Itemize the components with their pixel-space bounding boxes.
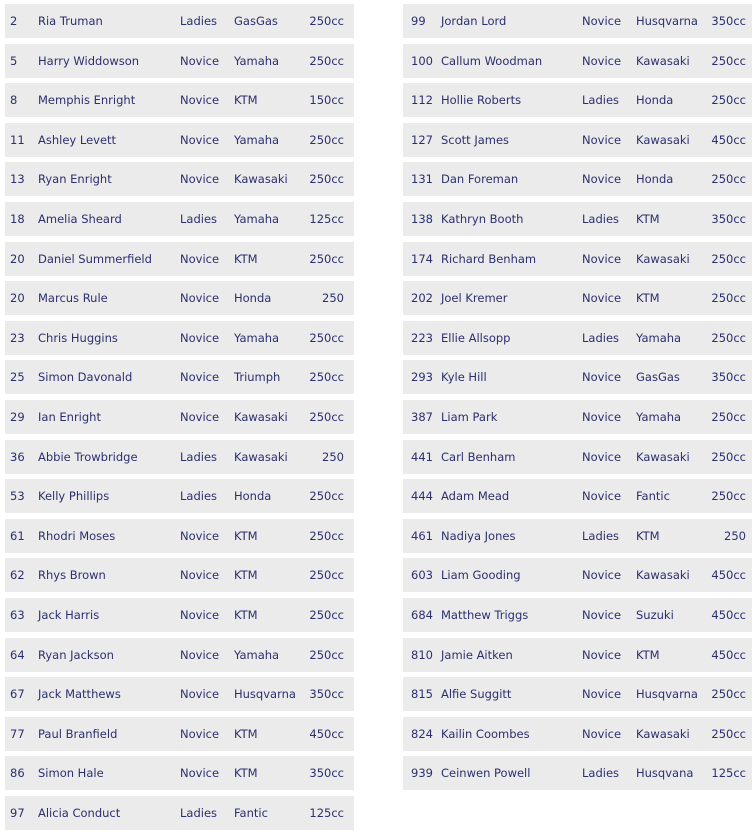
entry-row [5,558,354,592]
bike-make: Honda [636,93,674,108]
rider-name: Rhodri Moses [38,528,116,543]
engine-size: 250cc [309,568,344,583]
rider-name: Kathryn Booth [441,211,524,226]
bike-make: KTM [636,528,660,543]
entry-row [403,756,752,790]
rider-name: Dan Foreman [441,172,519,187]
rider-class: Novice [582,132,622,147]
engine-size: 250cc [309,330,344,345]
rider-number: 99 [411,14,426,28]
rider-number: 18 [10,211,25,226]
rider-number: 64 [10,647,25,662]
rider-class: Ladies [180,14,218,28]
rider-number: 62 [10,568,25,583]
entry-row [5,162,354,196]
entry-row [403,400,752,434]
engine-size: 250 [724,528,746,543]
entry-row [403,677,752,711]
rider-name: Simon Davonald [38,370,133,385]
entry-row [403,123,752,157]
rider-class: Ladies [582,766,620,781]
engine-size: 250cc [309,370,344,385]
bike-make: Yamaha [234,211,280,226]
rider-number: 939 [411,766,433,781]
rider-class: Novice [582,14,622,28]
entry-list-right [403,4,752,796]
rider-class: Ladies [180,489,218,504]
rider-name: Scott James [441,132,510,147]
rider-number: 20 [10,251,25,266]
rider-name: Liam Gooding [441,568,521,583]
entry-list-left [5,4,354,835]
rider-name: Jamie Aitken [441,647,513,662]
rider-class: Novice [180,726,220,741]
bike-make: Kawasaki [636,53,690,68]
rider-number: 461 [411,528,433,543]
rider-name: Amelia Sheard [38,211,122,226]
rider-class: Ladies [180,211,218,226]
bike-make: Yamaha [636,330,682,345]
rider-name: Ceinwen Powell [441,766,531,781]
entry-row [5,123,354,157]
entry-row [403,202,752,236]
rider-class: Novice [180,370,220,385]
rider-class: Ladies [582,211,620,226]
rider-number: 25 [10,370,25,385]
bike-make: Suzuki [636,607,674,622]
rider-number: 2 [10,14,18,28]
bike-make: Kawasaki [636,251,690,266]
engine-size: 250 [322,449,344,464]
rider-number: 603 [411,568,433,583]
bike-make: Yamaha [234,53,280,68]
engine-size: 350cc [309,766,344,781]
entry-row [5,242,354,276]
bike-make: KTM [636,647,660,662]
rider-name: Ryan Jackson [38,647,114,662]
bike-make: KTM [234,251,258,266]
engine-size: 250cc [711,449,746,464]
bike-make: Fantic [234,805,268,820]
rider-name: Adam Mead [441,489,510,504]
rider-name: Hollie Roberts [441,93,522,108]
engine-size: 250cc [309,607,344,622]
rider-number: 8 [10,93,18,108]
rider-number: 127 [411,132,433,147]
entry-row [403,44,752,78]
rider-class: Ladies [180,449,218,464]
rider-name: Abbie Trowbridge [38,449,138,464]
rider-name: Kyle Hill [441,370,487,385]
rider-name: Ryan Enright [38,172,112,187]
rider-name: Kailin Coombes [441,726,530,741]
entry-row [5,519,354,553]
engine-size: 250cc [711,687,746,702]
bike-make: Triumph [234,370,281,385]
engine-size: 250cc [309,251,344,266]
entry-row [403,281,752,315]
rider-name: Nadiya Jones [441,528,516,543]
entry-row [403,83,752,117]
rider-name: Daniel Summerfield [38,251,152,266]
rider-number: 97 [10,805,25,820]
rider-number: 23 [10,330,25,345]
engine-size: 450cc [309,726,344,741]
entry-row [5,400,354,434]
bike-make: Kawasaki [234,409,288,424]
rider-name: Chris Huggins [38,330,118,345]
rider-number: 815 [411,687,433,702]
bike-make: GasGas [234,14,278,28]
bike-make: KTM [636,291,660,306]
rider-number: 100 [411,53,433,68]
rider-class: Novice [180,568,220,583]
bike-make: Kawasaki [234,449,288,464]
rider-class: Novice [180,172,220,187]
entry-row [403,479,752,513]
engine-size: 125cc [711,766,746,781]
rider-number: 20 [10,291,25,306]
rider-name: Ashley Levett [38,132,117,147]
rider-number: 67 [10,687,25,702]
entry-row [5,321,354,355]
rider-class: Novice [582,409,622,424]
entry-row [403,440,752,474]
rider-number: 202 [411,291,433,306]
rider-name: Alicia Conduct [38,805,121,820]
rider-class: Novice [582,172,622,187]
rider-class: Novice [180,132,220,147]
rider-class: Novice [180,409,220,424]
rider-number: 61 [10,528,25,543]
engine-size: 250cc [711,172,746,187]
entry-row [5,756,354,790]
rider-number: 11 [10,132,25,147]
entry-row [403,162,752,196]
entry-row [5,638,354,672]
bike-make: KTM [636,211,660,226]
bike-make: Kawasaki [234,172,288,187]
entry-row [403,638,752,672]
rider-class: Novice [582,726,622,741]
engine-size: 250cc [711,330,746,345]
rider-class: Novice [582,449,622,464]
rider-class: Novice [180,251,220,266]
rider-number: 63 [10,607,25,622]
rider-number: 174 [411,251,433,266]
bike-make: Husqvarna [636,687,698,702]
entry-row [403,717,752,751]
bike-make: KTM [234,766,258,781]
engine-size: 250 [322,291,344,306]
bike-make: Husqvarna [234,687,296,702]
entry-row [5,4,354,38]
entry-row [403,321,752,355]
rider-number: 5 [10,53,18,68]
rider-class: Novice [180,330,220,345]
entry-row [403,4,752,38]
engine-size: 250cc [711,409,746,424]
bike-make: Kawasaki [636,568,690,583]
rider-class: Novice [582,291,622,306]
engine-size: 125cc [309,211,344,226]
entry-row [403,558,752,592]
bike-make: Honda [234,291,272,306]
engine-size: 450cc [711,607,746,622]
engine-size: 350cc [309,687,344,702]
rider-class: Novice [180,766,220,781]
entry-row [5,598,354,632]
rider-class: Novice [180,53,220,68]
rider-name: Paul Branfield [38,726,118,741]
bike-make: Honda [234,489,272,504]
rider-class: Novice [180,647,220,662]
rider-class: Novice [582,647,622,662]
entry-row [5,360,354,394]
bike-make: KTM [234,726,258,741]
rider-number: 223 [411,330,433,345]
rider-name: Jordan Lord [441,14,507,28]
bike-make: Yamaha [636,409,682,424]
entry-row [403,519,752,553]
rider-class: Ladies [582,330,620,345]
rider-name: Ria Truman [38,14,103,28]
rider-number: 112 [411,93,433,108]
rider-name: Richard Benham [441,251,537,266]
rider-number: 444 [411,489,433,504]
rider-class: Novice [180,528,220,543]
engine-size: 350cc [711,14,746,28]
rider-name: Ellie Allsopp [441,330,511,345]
engine-size: 250cc [711,251,746,266]
engine-size: 250cc [711,53,746,68]
engine-size: 250cc [309,14,344,28]
engine-size: 250cc [711,726,746,741]
engine-size: 250cc [309,172,344,187]
rider-number: 684 [411,607,433,622]
rider-name: Harry Widdowson [38,53,140,68]
rider-name: Alfie Suggitt [441,687,512,702]
rider-class: Novice [582,489,622,504]
entry-row [5,440,354,474]
engine-size: 250cc [711,489,746,504]
rider-number: 138 [411,211,433,226]
rider-class: Ladies [582,93,620,108]
rider-class: Novice [180,93,220,108]
bike-make: KTM [234,568,258,583]
rider-class: Ladies [582,528,620,543]
bike-make: KTM [234,93,258,108]
rider-name: Simon Hale [38,766,104,781]
entry-row [5,479,354,513]
entry-row [403,598,752,632]
rider-number: 36 [10,449,25,464]
entry-row [403,360,752,394]
engine-size: 250cc [309,132,344,147]
engine-size: 250cc [309,409,344,424]
engine-size: 450cc [711,132,746,147]
bike-make: Honda [636,172,674,187]
engine-size: 350cc [711,211,746,226]
rider-name: Kelly Phillips [38,489,110,504]
entry-row [5,717,354,751]
entry-row [5,83,354,117]
rider-number: 387 [411,409,433,424]
rider-number: 293 [411,370,433,385]
entry-row [5,44,354,78]
bike-make: Kawasaki [636,132,690,147]
engine-size: 250cc [309,528,344,543]
rider-number: 29 [10,409,25,424]
bike-make: GasGas [636,370,680,385]
bike-make: Yamaha [234,132,280,147]
bike-make: KTM [234,607,258,622]
rider-number: 131 [411,172,433,187]
rider-class: Novice [180,291,220,306]
entry-row [5,677,354,711]
rider-class: Novice [582,687,622,702]
rider-number: 824 [411,726,433,741]
rider-class: Novice [582,251,622,266]
bike-make: Fantic [636,489,670,504]
engine-size: 450cc [711,647,746,662]
rider-number: 77 [10,726,25,741]
rider-name: Carl Benham [441,449,516,464]
rider-class: Novice [582,370,622,385]
bike-make: Husqvarna [636,14,698,28]
engine-size: 125cc [309,805,344,820]
engine-size: 250cc [309,53,344,68]
engine-size: 250cc [711,291,746,306]
bike-make: KTM [234,528,258,543]
rider-name: Jack Matthews [38,687,121,702]
engine-size: 350cc [711,370,746,385]
rider-number: 810 [411,647,433,662]
engine-size: 250cc [309,489,344,504]
rider-number: 86 [10,766,25,781]
bike-make: Yamaha [234,647,280,662]
engine-size: 450cc [711,568,746,583]
rider-name: Joel Kremer [441,291,508,306]
entry-row [403,242,752,276]
rider-name: Matthew Triggs [441,607,529,622]
rider-class: Novice [180,607,220,622]
entry-row [5,281,354,315]
bike-make: Kawasaki [636,449,690,464]
entry-row [5,202,354,236]
bike-make: Kawasaki [636,726,690,741]
rider-class: Ladies [180,805,218,820]
engine-size: 250cc [711,93,746,108]
rider-class: Novice [582,607,622,622]
rider-name: Memphis Enright [38,93,136,108]
bike-make: Yamaha [234,330,280,345]
rider-class: Novice [180,687,220,702]
rider-name: Rhys Brown [38,568,106,583]
rider-name: Ian Enright [38,409,101,424]
rider-name: Jack Harris [38,607,100,622]
rider-number: 441 [411,449,433,464]
rider-number: 13 [10,172,25,187]
engine-size: 250cc [309,647,344,662]
rider-class: Novice [582,53,622,68]
engine-size: 150cc [309,93,344,108]
bike-make: Husqvana [636,766,694,781]
rider-class: Novice [582,568,622,583]
rider-name: Callum Woodman [441,53,543,68]
rider-name: Marcus Rule [38,291,108,306]
rider-name: Liam Park [441,409,498,424]
rider-number: 53 [10,489,25,504]
